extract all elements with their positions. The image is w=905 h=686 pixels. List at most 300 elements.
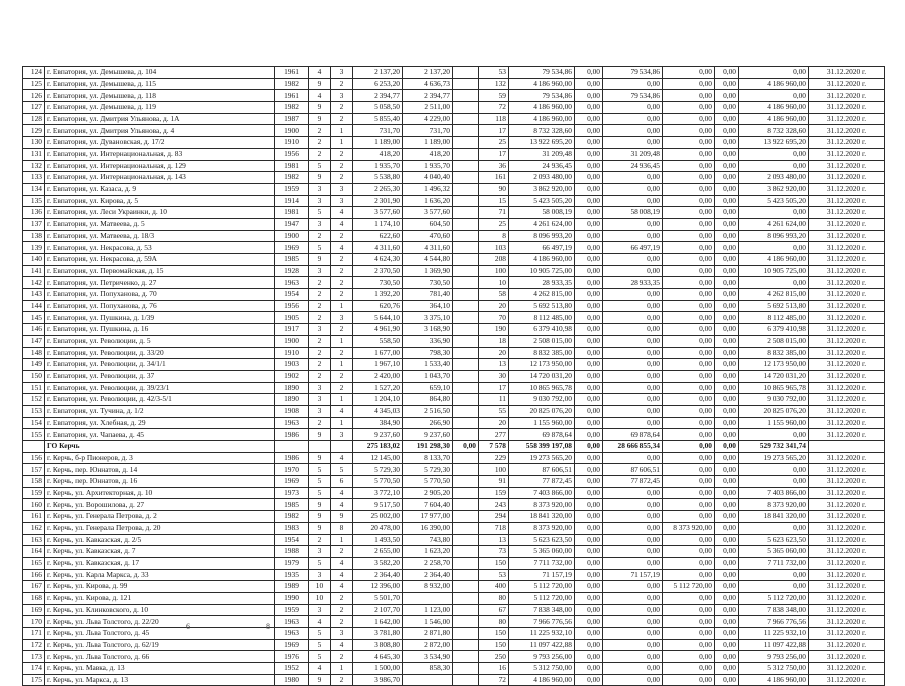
table-cell: 4	[331, 499, 353, 511]
table-cell: 0,00	[715, 441, 739, 453]
table-cell: 31.12.2020 г.	[809, 289, 885, 301]
table-cell: 150	[479, 639, 509, 651]
table-cell: 0,00	[715, 67, 739, 79]
table-row	[23, 441, 885, 453]
table-cell: 1908	[275, 405, 309, 417]
table-cell: 0,00	[663, 476, 715, 488]
table-cell: 2	[309, 359, 331, 371]
table-cell: 1961	[275, 67, 309, 79]
table-cell: 2 872,00	[403, 639, 453, 651]
table-cell: 0,00	[575, 230, 603, 242]
table-cell: 4 645,30	[353, 651, 403, 663]
table-cell: 20	[479, 417, 509, 429]
table-cell: г. Евпатория, ул. Революции, д. 5	[45, 335, 275, 347]
table-cell: 0,00	[603, 102, 663, 114]
table-cell: 1990	[275, 592, 309, 604]
table-cell: 0,00	[575, 628, 603, 640]
table-cell: 31.12.2020 г.	[809, 277, 885, 289]
table-cell: 190	[479, 324, 509, 336]
table-row	[23, 511, 885, 523]
table-cell: 0,00	[715, 359, 739, 371]
table-cell: 165	[23, 557, 45, 569]
table-cell: 31.12.2020 г.	[809, 476, 885, 488]
table-cell: 6 379 410,98	[509, 324, 575, 336]
table-cell: 1 369,90	[403, 265, 453, 277]
table-cell: 0,00	[739, 67, 809, 79]
table-cell: 9 030 792,00	[739, 394, 809, 406]
table-cell: 1900	[275, 230, 309, 242]
table-cell: 31.12.2020 г.	[809, 604, 885, 616]
table-cell: 1 623,20	[403, 546, 453, 558]
table-cell: 31.12.2020 г.	[809, 370, 885, 382]
table-cell: г. Евпатория, ул. Революции, д. 34/1/1	[45, 359, 275, 371]
table-cell: 142	[23, 277, 45, 289]
table-cell: 7 838 348,00	[509, 604, 575, 616]
page-mark: 6	[186, 622, 190, 631]
table-cell: 5	[309, 476, 331, 488]
table-cell: 243	[479, 499, 509, 511]
table-cell: 11 097 422,88	[509, 639, 575, 651]
table-cell: 8 832 385,00	[509, 347, 575, 359]
table-cell: 558,50	[353, 335, 403, 347]
table-cell: 31.12.2020 г.	[809, 464, 885, 476]
table-cell: 129	[23, 125, 45, 137]
table-cell: 0,00	[575, 581, 603, 593]
table-cell: г. Евпатория, ул. Демышева, д. 104	[45, 67, 275, 79]
table-cell: 5 692 513,80	[739, 300, 809, 312]
table-cell: 4 186 960,00	[739, 102, 809, 114]
table-cell: 1 174,10	[353, 218, 403, 230]
table-cell: 0,00	[575, 300, 603, 312]
table-cell: 0,00	[663, 195, 715, 207]
table-row	[23, 581, 885, 593]
table-cell: 8 932,00	[403, 581, 453, 593]
table-cell: г. Евпатория, ул. Революции, д. 39/23/1	[45, 382, 275, 394]
table-cell: 7 604,40	[403, 499, 453, 511]
table-cell: 77 872,45	[603, 476, 663, 488]
table-cell: 9	[309, 452, 331, 464]
table-cell: 1982	[275, 78, 309, 90]
table-cell: 470,60	[403, 230, 453, 242]
table-cell: 103	[479, 242, 509, 254]
table-cell: 150	[479, 628, 509, 640]
table-cell: 1	[331, 137, 353, 149]
table-cell: 0,00	[575, 78, 603, 90]
table-cell: 4 186 960,00	[509, 674, 575, 686]
table-row	[23, 417, 885, 429]
table-cell: 0,00	[663, 312, 715, 324]
table-cell: 8 373 920,00	[739, 499, 809, 511]
table-cell: 730,50	[403, 277, 453, 289]
table-cell: 24 936,45	[603, 160, 663, 172]
table-cell: 0,00	[575, 289, 603, 301]
table-cell: 2 655,00	[353, 546, 403, 558]
table-cell: 31.12.2020 г.	[809, 452, 885, 464]
table-cell: 139	[23, 242, 45, 254]
table-cell: г. Керчь, ул. Маркса, д. 13	[45, 674, 275, 686]
table-cell: 87 606,51	[509, 464, 575, 476]
table-cell: 2	[309, 125, 331, 137]
table-cell: 277	[479, 429, 509, 441]
table-cell: 10	[479, 277, 509, 289]
table-cell: 0,00	[663, 137, 715, 149]
table-cell: 2 394,77	[403, 90, 453, 102]
table-cell: 731,70	[353, 125, 403, 137]
table-cell: 16 390,00	[403, 522, 453, 534]
page-mark-2: 8	[266, 622, 270, 631]
table-cell: 0,00	[663, 405, 715, 417]
table-cell: 2 301,90	[353, 195, 403, 207]
table-cell: 4	[331, 639, 353, 651]
table-cell	[403, 674, 453, 686]
table-cell: 1979	[275, 557, 309, 569]
table-cell: 124	[23, 67, 45, 79]
table-cell: 0,00	[575, 324, 603, 336]
table-cell: 266,90	[403, 417, 453, 429]
table-row	[23, 312, 885, 324]
table-row	[23, 230, 885, 242]
table-cell	[275, 441, 309, 453]
table-cell: 4 186 960,00	[739, 674, 809, 686]
table-cell: 145	[23, 312, 45, 324]
table-cell: 0,00	[575, 429, 603, 441]
table-cell: 4	[331, 487, 353, 499]
table-cell: 0,00	[715, 592, 739, 604]
table-cell: 150	[23, 370, 45, 382]
table-cell: 3	[331, 67, 353, 79]
table-cell: 167	[23, 581, 45, 593]
table-cell: г. Керчь, ул. Генерала Петрова, д. 2	[45, 511, 275, 523]
table-cell: 4	[309, 616, 331, 628]
table-cell: 30	[479, 370, 509, 382]
table-cell: 134	[23, 183, 45, 195]
table-cell: 1963	[275, 616, 309, 628]
table-cell: 0,00	[603, 487, 663, 499]
table-cell: 31.12.2020 г.	[809, 67, 885, 79]
table-cell: 31.12.2020 г.	[809, 148, 885, 160]
table-cell: 5	[309, 639, 331, 651]
table-cell: 1963	[275, 628, 309, 640]
table-cell: 1	[331, 394, 353, 406]
table-cell: 5 112 720,00	[663, 581, 715, 593]
table-cell: 158	[23, 476, 45, 488]
table-cell: 31.12.2020 г.	[809, 394, 885, 406]
table-cell: г. Евпатория, ул. Тучина, д. 1/2	[45, 405, 275, 417]
table-cell	[453, 639, 479, 651]
table-cell: 146	[23, 324, 45, 336]
table-cell: 1	[331, 534, 353, 546]
table-cell: 5	[309, 464, 331, 476]
table-cell: 72	[479, 674, 509, 686]
table-cell: 19 273 565,20	[739, 452, 809, 464]
table-cell: 31.12.2020 г.	[809, 592, 885, 604]
table-row	[23, 148, 885, 160]
table-cell: г. Евпатория, ул. Некрасова, д. 53	[45, 242, 275, 254]
table-cell: 161	[23, 511, 45, 523]
table-cell: г. Керчь, ул. Льва Толстого, д. 45	[45, 628, 275, 640]
table-cell: 31.12.2020 г.	[809, 125, 885, 137]
table-cell: 3 862 920,00	[509, 183, 575, 195]
table-cell: 8 133,70	[403, 452, 453, 464]
table-cell: 2 508 015,00	[509, 335, 575, 347]
table-cell: г. Евпатория, ул. Дмитрия Ульянова, д. 1А	[45, 113, 275, 125]
table-cell: 3	[331, 183, 353, 195]
table-cell: 1985	[275, 254, 309, 266]
table-cell: 2	[309, 335, 331, 347]
table-cell: 1969	[275, 639, 309, 651]
table-cell: 3	[309, 218, 331, 230]
table-row	[23, 137, 885, 149]
table-cell	[453, 78, 479, 90]
table-cell: 1 155 960,00	[509, 417, 575, 429]
table-cell: 31.12.2020 г.	[809, 324, 885, 336]
table-cell: 250	[479, 651, 509, 663]
table-cell: 0,00	[575, 452, 603, 464]
table-cell: 4	[331, 452, 353, 464]
table-cell: 9	[309, 499, 331, 511]
table-cell: 0,00	[575, 359, 603, 371]
table-cell: 1985	[275, 499, 309, 511]
table-cell: 0,00	[663, 616, 715, 628]
table-cell: 0,00	[715, 254, 739, 266]
table-cell	[453, 113, 479, 125]
table-cell: 0,00	[663, 230, 715, 242]
table-cell: 0,00	[715, 207, 739, 219]
table-cell: 0,00	[603, 581, 663, 593]
table-cell: 0,00	[663, 183, 715, 195]
table-cell: 1982	[275, 102, 309, 114]
table-cell: 10	[309, 581, 331, 593]
table-cell	[453, 663, 479, 675]
table-row	[23, 254, 885, 266]
table-cell	[453, 137, 479, 149]
table-cell: 12 145,00	[353, 452, 403, 464]
table-cell	[453, 511, 479, 523]
table-cell: 19 273 565,20	[509, 452, 575, 464]
table-cell: 170	[23, 616, 45, 628]
table-row	[23, 160, 885, 172]
table-cell: 126	[23, 90, 45, 102]
table-cell: 858,30	[403, 663, 453, 675]
table-cell: 31.12.2020 г.	[809, 254, 885, 266]
table-cell	[453, 452, 479, 464]
table-cell: 1914	[275, 195, 309, 207]
table-cell: 9 793 256,00	[739, 651, 809, 663]
table-cell: 5 501,70	[353, 592, 403, 604]
table-cell: 0,00	[663, 604, 715, 616]
table-cell: 2	[331, 347, 353, 359]
table-cell: 0,00	[663, 511, 715, 523]
table-cell: 164	[23, 546, 45, 558]
table-cell: 0,00	[603, 265, 663, 277]
table-row	[23, 628, 885, 640]
table-cell: 0,00	[663, 102, 715, 114]
table-row	[23, 113, 885, 125]
table-cell: 131	[23, 148, 45, 160]
table-cell: 0,00	[603, 324, 663, 336]
table-cell: 5 644,10	[353, 312, 403, 324]
table-cell: 0,00	[663, 499, 715, 511]
table-cell: 8 373 920,00	[509, 522, 575, 534]
table-cell: 5	[309, 242, 331, 254]
table-cell: 31.12.2020 г.	[809, 522, 885, 534]
table-cell: 1973	[275, 487, 309, 499]
table-cell: 0,00	[603, 218, 663, 230]
table-cell: 3 577,60	[403, 207, 453, 219]
table-row	[23, 639, 885, 651]
table-cell: 8 732 328,60	[509, 125, 575, 137]
table-cell: 0,00	[715, 569, 739, 581]
table-cell: г. Евпатория, ул. Демышева, д. 118	[45, 90, 275, 102]
table-cell: 100	[479, 265, 509, 277]
table-cell: 31.12.2020 г.	[809, 78, 885, 90]
table-cell: 10	[309, 592, 331, 604]
table-cell: 14 720 031,20	[739, 370, 809, 382]
table-cell: 2	[331, 324, 353, 336]
table-cell: 2 107,70	[353, 604, 403, 616]
table-cell: 0,00	[715, 581, 739, 593]
table-cell	[453, 183, 479, 195]
table-cell: 0,00	[715, 674, 739, 686]
table-cell: 7 711 732,00	[509, 557, 575, 569]
table-cell: 0,00	[715, 102, 739, 114]
table-cell: 163	[23, 534, 45, 546]
table-cell: 418,20	[353, 148, 403, 160]
table-cell: 31.12.2020 г.	[809, 113, 885, 125]
table-cell: 0,00	[715, 534, 739, 546]
table-cell: 5 855,40	[353, 113, 403, 125]
table-cell: 0,00	[663, 347, 715, 359]
table-cell: 91	[479, 476, 509, 488]
table-cell: 31.12.2020 г.	[809, 230, 885, 242]
table-cell: 0,00	[575, 335, 603, 347]
table-cell: 0,00	[715, 335, 739, 347]
table-cell: 0,00	[715, 651, 739, 663]
table-cell: 20 825 076,20	[509, 405, 575, 417]
table-cell: 0,00	[663, 78, 715, 90]
table-cell: 4	[331, 569, 353, 581]
table-row	[23, 78, 885, 90]
table-cell: 4 186 960,00	[739, 254, 809, 266]
table-row	[23, 195, 885, 207]
table-cell: 7 838 348,00	[739, 604, 809, 616]
table-cell: 3	[309, 546, 331, 558]
table-cell	[453, 581, 479, 593]
table-cell: 1 123,00	[403, 604, 453, 616]
table-cell: 1 967,10	[353, 359, 403, 371]
table-cell: 0,00	[715, 347, 739, 359]
table-cell: 0,00	[663, 324, 715, 336]
table-cell: 0,00	[603, 347, 663, 359]
table-cell: г. Керчь, пер. Юннатов, д. 14	[45, 464, 275, 476]
table-cell: 31.12.2020 г.	[809, 581, 885, 593]
table-cell: 3	[331, 90, 353, 102]
table-cell: 4 262 815,00	[509, 289, 575, 301]
table-cell: 3 986,70	[353, 674, 403, 686]
table-cell: 171	[23, 628, 45, 640]
table-cell: г. Евпатория, ул. Попуханова, д. 76	[45, 300, 275, 312]
table-cell: 0,00	[575, 441, 603, 453]
table-cell: 31.12.2020 г.	[809, 300, 885, 312]
table-cell: 11	[479, 394, 509, 406]
table-cell: 0,00	[663, 335, 715, 347]
table-cell: 8	[479, 230, 509, 242]
table-cell: г. Керчь, б-р Пионеров, д. 3	[45, 452, 275, 464]
table-cell	[331, 441, 353, 453]
table-cell: 1890	[275, 382, 309, 394]
table-cell: 31.12.2020 г.	[809, 651, 885, 663]
table-cell: г. Евпатория, ул. Казаса, д. 9	[45, 183, 275, 195]
table-cell	[453, 230, 479, 242]
table-cell: 7 403 866,00	[739, 487, 809, 499]
table-cell: 2	[331, 370, 353, 382]
table-cell: 0,00	[739, 476, 809, 488]
table-cell: г. Керчь, ул. Льва Толстого, д. 62/19	[45, 639, 275, 651]
table-cell: 0,00	[715, 511, 739, 523]
table-cell: 31.12.2020 г.	[809, 102, 885, 114]
table-cell: 1	[331, 417, 353, 429]
table-cell: 58	[479, 289, 509, 301]
table-cell: 66 497,19	[509, 242, 575, 254]
table-cell: 0,00	[603, 405, 663, 417]
table-cell: 5	[309, 160, 331, 172]
table-cell	[453, 347, 479, 359]
table-cell: 2	[331, 160, 353, 172]
table-cell: 1 204,10	[353, 394, 403, 406]
table-cell: 743,80	[403, 534, 453, 546]
table-cell: 0,00	[663, 207, 715, 219]
table-cell: 31.12.2020 г.	[809, 511, 885, 523]
table-cell: 2 511,00	[403, 102, 453, 114]
table-cell: 31.12.2020 г.	[809, 405, 885, 417]
table-cell: 11 225 932,10	[739, 628, 809, 640]
table-cell: 2	[309, 370, 331, 382]
table-cell: 0,00	[575, 183, 603, 195]
table-cell: 3	[331, 195, 353, 207]
table-cell: 1 546,00	[403, 616, 453, 628]
table-cell	[453, 370, 479, 382]
table-cell: 24 936,45	[509, 160, 575, 172]
table-row	[23, 265, 885, 277]
table-cell: 3	[309, 394, 331, 406]
table-row	[23, 370, 885, 382]
table-cell: 1952	[275, 663, 309, 675]
table-cell: 0,00	[575, 592, 603, 604]
table-cell: 9	[309, 511, 331, 523]
table-cell: 4	[331, 242, 353, 254]
table-cell: 2	[309, 300, 331, 312]
table-cell: 3 577,60	[353, 207, 403, 219]
table-cell: 4	[331, 581, 353, 593]
table-cell: 0,00	[739, 160, 809, 172]
table-cell: 1959	[275, 604, 309, 616]
table-cell: 0,00	[715, 90, 739, 102]
table-cell: 153	[23, 405, 45, 417]
table-cell: 9	[309, 78, 331, 90]
table-cell: 0,00	[715, 476, 739, 488]
table-cell: 7 403 866,00	[509, 487, 575, 499]
table-cell: 59	[479, 90, 509, 102]
table-cell: г. Евпатория, ул. Некрасова, д. 59А	[45, 254, 275, 266]
table-cell: 148	[23, 347, 45, 359]
table-cell: 143	[23, 289, 45, 301]
table-cell: 0,00	[575, 405, 603, 417]
table-row	[23, 604, 885, 616]
table-cell: 384,90	[353, 417, 403, 429]
table-cell: 69 878,64	[509, 429, 575, 441]
table-cell: 4 186 960,00	[739, 78, 809, 90]
table-cell: 4	[309, 663, 331, 675]
